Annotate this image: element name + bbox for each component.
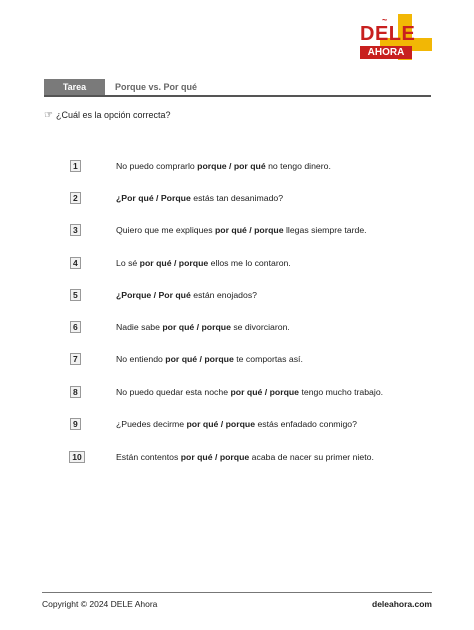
answer-options[interactable]: ¿Por qué / Porque xyxy=(116,193,191,203)
question-text: Están contentos por qué / porque acaba de nacer su primer nieto. xyxy=(116,452,374,462)
question-text: Quiero que me expliques por qué / porque llegas siempre tarde. xyxy=(116,225,367,235)
question-text: ¿Puedes decirme por qué / porque estás enfadado conmigo? xyxy=(116,419,357,429)
footer-site-link[interactable]: deleahora.com xyxy=(372,599,432,609)
question-number: 7 xyxy=(70,353,81,365)
answer-options[interactable]: por qué / porque xyxy=(186,419,256,429)
instruction-text: ¿Cuál es la opción correcta? xyxy=(55,110,171,120)
question-number: 5 xyxy=(70,289,81,301)
question-number: 2 xyxy=(70,192,81,204)
question-item xyxy=(0,257,474,271)
answer-options[interactable]: porque / por qué xyxy=(197,161,266,171)
question-item xyxy=(0,224,474,238)
instruction xyxy=(44,109,171,122)
question-text: No puedo quedar esta noche por qué / porque tengo mucho trabajo. xyxy=(116,387,384,397)
question-item xyxy=(0,321,474,335)
question-number: 3 xyxy=(70,224,81,236)
question-number: 6 xyxy=(70,321,81,333)
question-text: No entiendo por qué / porque te comportas así. xyxy=(116,354,303,364)
answer-options[interactable]: ¿Porque / Por qué xyxy=(116,290,191,300)
answer-options[interactable]: por qué / porque xyxy=(162,322,231,332)
question-item xyxy=(0,289,474,303)
answer-options[interactable]: por qué / porque xyxy=(230,387,300,397)
question-text: No puedo comprarlo porque / por qué no tengo dinero. xyxy=(116,161,331,171)
question-number: 9 xyxy=(70,418,81,430)
answer-options[interactable]: por qué / porque xyxy=(165,354,234,364)
question-item xyxy=(0,192,474,206)
question-number: 1 xyxy=(70,160,81,172)
question-text: ¿Porque / Por qué están enojados? xyxy=(116,290,258,300)
pointing-hand-icon: ☞ xyxy=(44,110,53,121)
logo-text-dele: DELE xyxy=(360,23,416,45)
question-item xyxy=(0,160,474,174)
answer-options[interactable]: por qué / porque xyxy=(139,258,209,268)
question-item xyxy=(0,418,474,432)
question-text: ¿Por qué / Porque estás tan desanimado? xyxy=(116,193,284,203)
task-header xyxy=(44,79,431,97)
footer-divider xyxy=(42,592,432,593)
dele-ahora-logo xyxy=(360,14,432,60)
question-item xyxy=(0,451,474,465)
question-item xyxy=(0,386,474,400)
logo-text-ahora: AHORA xyxy=(360,46,412,59)
question-number: 8 xyxy=(70,386,81,398)
question-item xyxy=(0,353,474,367)
footer-copyright: Copyright © 2024 DELE Ahora xyxy=(42,599,158,609)
question-number: 10 xyxy=(69,451,85,463)
question-number: 4 xyxy=(70,257,81,269)
logo-tilde: ~ xyxy=(382,15,388,25)
task-tab-label: Tarea xyxy=(44,79,105,95)
task-title: Porque vs. Por qué xyxy=(115,82,198,92)
question-text: Nadie sabe por qué / porque se divorciaron. xyxy=(116,322,290,332)
answer-options[interactable]: por qué / porque xyxy=(215,225,284,235)
answer-options[interactable]: por qué / porque xyxy=(180,452,250,462)
question-text: Lo sé por qué / porque ellos me lo contaron. xyxy=(116,258,291,268)
